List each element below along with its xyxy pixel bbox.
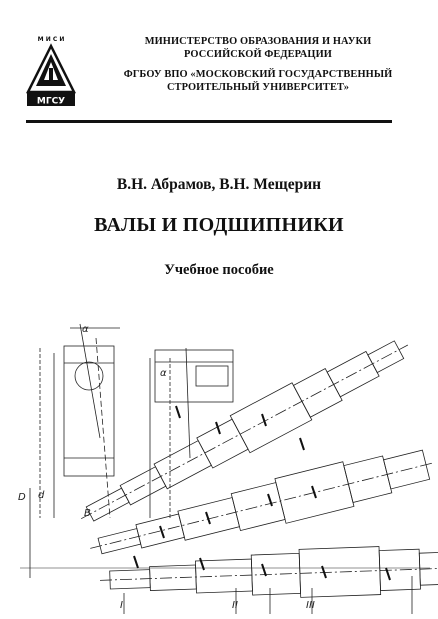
shaft-drawing (0, 318, 438, 614)
label-D: D (18, 492, 26, 503)
mgsu-emblem-icon (22, 32, 80, 108)
label-roman-1: I (120, 600, 123, 611)
label-d: d (38, 490, 45, 501)
header-divider (26, 120, 392, 123)
university-line-2: СТРОИТЕЛЬНЫЙ УНИВЕРСИТЕТ» (166, 81, 350, 93)
label-B: B (84, 508, 91, 519)
authors: В.Н. Абрамов, В.Н. Мещерин (116, 176, 322, 193)
book-subtitle: Учебное пособие (164, 262, 274, 278)
mgsu-logo (22, 32, 80, 108)
university-line-1: ФГБОУ ВПО «МОСКОВСКИЙ ГОСУДАРСТВЕННЫЙ (123, 69, 393, 80)
book-title: ВАЛЫ И ПОДШИПНИКИ (94, 214, 344, 236)
label-roman-3: III (306, 600, 315, 611)
institution-header (88, 36, 428, 94)
shaft-bearing-drawing-icon (0, 318, 438, 614)
label-alpha-1: α (82, 324, 89, 335)
ministry-line-1: МИНИСТЕРСТВО ОБРАЗОВАНИЯ И НАУКИ (144, 36, 372, 47)
ministry-line-2: РОССИЙСКОЙ ФЕДЕРАЦИИ (184, 48, 332, 60)
label-alpha-2: α (160, 368, 167, 379)
logo-bottom-text: МГСУ (36, 96, 66, 107)
label-roman-2: II (232, 600, 238, 611)
logo-top-text: М И С И (37, 36, 65, 43)
